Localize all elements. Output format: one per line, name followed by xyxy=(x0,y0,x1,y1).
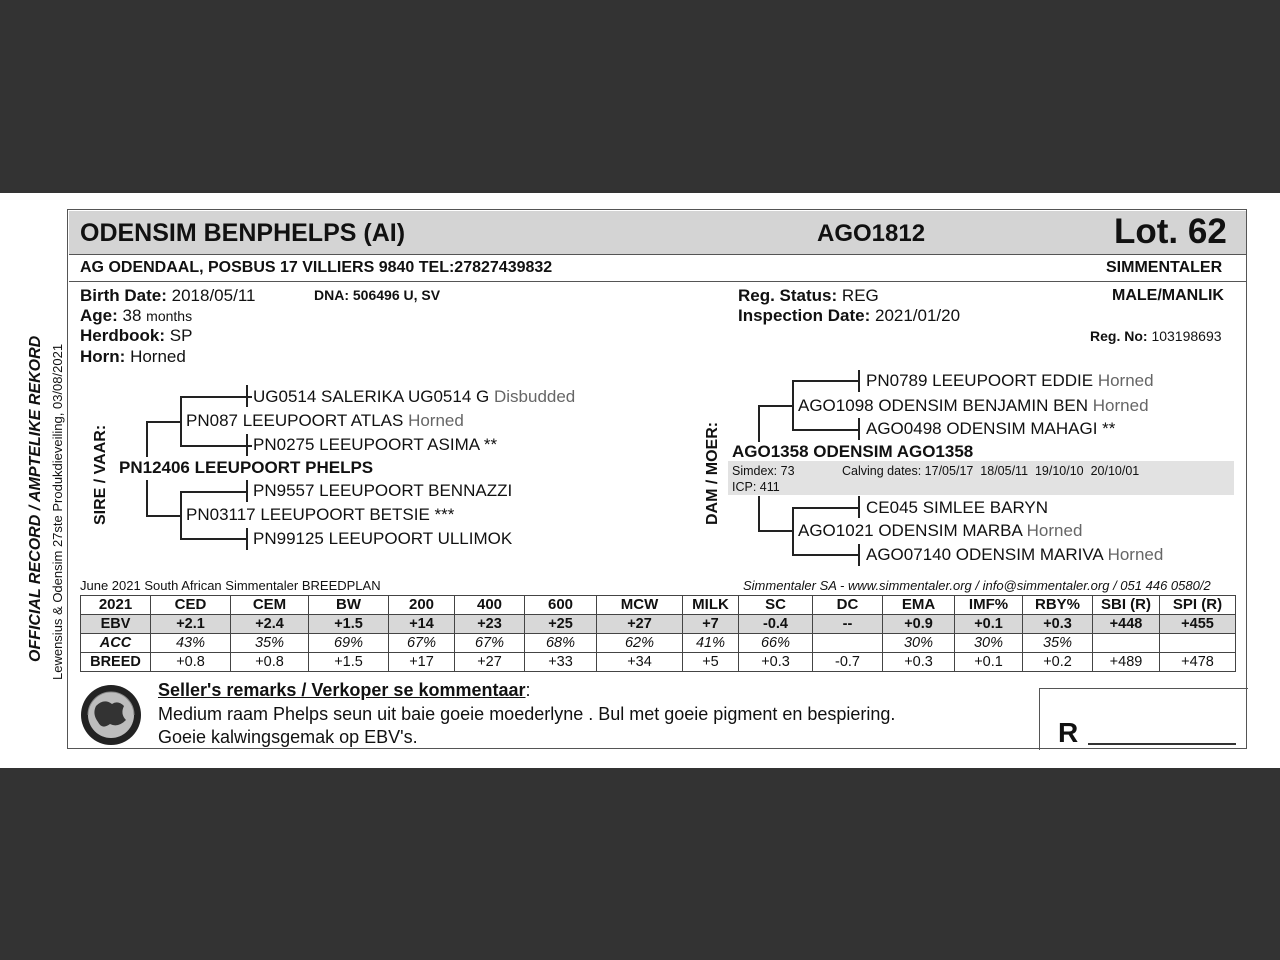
table-cell: +0.1 xyxy=(955,653,1023,672)
table-cell: RBY% xyxy=(1023,596,1093,615)
inspection-date: Inspection Date: 2021/01/20 xyxy=(738,306,961,325)
table-cell: DC xyxy=(813,596,883,615)
birth-date: Birth Date: 2018/05/11 xyxy=(80,286,256,305)
dam-name: AGO1358 ODENSIM AGO1358 xyxy=(732,442,974,461)
table-cell: +2.4 xyxy=(231,615,309,634)
pedigree-line xyxy=(246,480,248,502)
pedigree-line xyxy=(792,429,858,431)
dam-sire-dam: AGO0498 ODENSIM MAHAGI ** xyxy=(866,419,1116,438)
table-cell: 400 xyxy=(455,596,525,615)
dam-dam-dam: AGO07140 ODENSIM MARIVA Horned xyxy=(866,545,1164,564)
table-cell xyxy=(813,634,883,653)
pedigree-line xyxy=(792,380,858,382)
table-cell: +0.1 xyxy=(955,615,1023,634)
pedigree-line xyxy=(792,507,858,509)
calving-dates: Calving dates: 17/05/17 18/05/11 19/10/10 20/10/01 xyxy=(842,464,1140,478)
simmentaler-logo-icon xyxy=(80,684,142,746)
pedigree-line xyxy=(146,421,180,423)
dam-dam-sire: CE045 SIMLEE BARYN xyxy=(866,498,1049,517)
table-cell: -0.4 xyxy=(739,615,813,634)
table-cell: +14 xyxy=(389,615,455,634)
animal-name: ODENSIM BENPHELPS (AI) xyxy=(80,219,406,247)
table-row-label: EBV xyxy=(81,615,151,634)
contact-caption: Simmentaler SA - www.simmentaler.org / info@simmentaler.org / 051 446 0580/2 xyxy=(743,578,1211,593)
table-cell: 35% xyxy=(231,634,309,653)
sex: MALE/MANLIK xyxy=(1112,287,1224,304)
simdex: Simdex: 73 xyxy=(732,464,795,478)
table-cell: 30% xyxy=(955,634,1023,653)
sire-sire: PN087 LEEUPOORT ATLAS Horned xyxy=(186,411,464,430)
pedigree-line xyxy=(146,480,148,516)
sire-label: SIRE / VAAR: xyxy=(92,424,109,525)
table-cell: +0.2 xyxy=(1023,653,1093,672)
table-row-label: ACC xyxy=(81,634,151,653)
herdbook: Herdbook: SP xyxy=(80,326,193,345)
table-cell: +34 xyxy=(597,653,683,672)
sire-name: PN12406 LEEUPOORT PHELPS xyxy=(119,458,374,477)
table-cell: +7 xyxy=(683,615,739,634)
table-cell: +27 xyxy=(597,615,683,634)
breedplan-caption: June 2021 South African Simmentaler BREEDPLAN xyxy=(80,578,381,593)
table-cell: 43% xyxy=(151,634,231,653)
pedigree-line xyxy=(858,544,860,566)
remarks-title: Seller's remarks / Verkoper se kommentaar: xyxy=(158,680,531,700)
reg-status: Reg. Status: REG xyxy=(738,286,879,305)
pedigree-line xyxy=(858,418,860,440)
table-cell: +0.3 xyxy=(739,653,813,672)
sire-sire-dam: PN0275 LEEUPOORT ASIMA ** xyxy=(253,435,498,454)
pedigree-line xyxy=(246,528,248,550)
table-cell: SPI (R) xyxy=(1160,596,1236,615)
table-cell: +33 xyxy=(525,653,597,672)
price-input-line[interactable] xyxy=(1088,743,1236,745)
table-cell: IMF% xyxy=(955,596,1023,615)
pedigree-line xyxy=(758,405,792,407)
table-cell: +27 xyxy=(455,653,525,672)
table-row-label: BREED xyxy=(81,653,151,672)
dam-sire: AGO1098 ODENSIM BENJAMIN BEN Horned xyxy=(798,396,1149,415)
ebv-values-row xyxy=(81,615,1236,634)
pedigree-line xyxy=(146,515,180,517)
table-row-label: 2021 xyxy=(81,596,151,615)
ebv-table xyxy=(80,595,1236,672)
sire-dam-dam: PN99125 LEEUPOORT ULLIMOK xyxy=(253,529,513,548)
pedigree-line xyxy=(180,491,246,493)
table-cell: +0.3 xyxy=(883,653,955,672)
pedigree-line xyxy=(792,507,794,555)
age: Age: 38 months xyxy=(80,306,193,325)
owner-details: AG ODENDAAL, POSBUS 17 VILLIERS 9840 TEL:27827439832 xyxy=(80,259,553,276)
table-cell: 67% xyxy=(389,634,455,653)
pedigree-line xyxy=(246,445,252,447)
sire-sire-sire: UG0514 SALERIKA UG0514 G Disbudded xyxy=(253,387,576,406)
pedigree-line xyxy=(180,538,246,540)
table-cell: 41% xyxy=(683,634,739,653)
dam-label: DAM / MOER: xyxy=(704,421,721,525)
table-cell: 600 xyxy=(525,596,597,615)
table-cell: +17 xyxy=(389,653,455,672)
pedigree-line xyxy=(180,396,182,445)
table-cell: +489 xyxy=(1093,653,1160,672)
remarks-line-2: Goeie kalwingsgemak op EBV's. xyxy=(158,727,418,747)
price-currency-label: R xyxy=(1058,717,1079,748)
table-cell: 62% xyxy=(597,634,683,653)
table-cell: +1.5 xyxy=(309,615,389,634)
table-cell: +0.8 xyxy=(231,653,309,672)
reg-number: Reg. No: 103198693 xyxy=(1090,328,1222,344)
lot-number: Lot. 62 xyxy=(1114,212,1227,251)
remarks-line-1: Medium raam Phelps seun uit baie goeie moederlyne . Bul met goeie pigment en bespiering. xyxy=(158,704,896,724)
table-cell: -0.7 xyxy=(813,653,883,672)
pedigree-line xyxy=(180,491,182,539)
table-cell: +2.1 xyxy=(151,615,231,634)
table-cell: +25 xyxy=(525,615,597,634)
breed-name: SIMMENTALER xyxy=(1106,259,1223,276)
pedigree-line xyxy=(180,396,246,398)
table-cell: 69% xyxy=(309,634,389,653)
table-cell: CEM xyxy=(231,596,309,615)
pedigree-line xyxy=(146,421,148,457)
icp: ICP: 411 xyxy=(732,480,780,494)
table-cell: +478 xyxy=(1160,653,1236,672)
table-cell: 200 xyxy=(389,596,455,615)
table-cell xyxy=(1093,634,1160,653)
table-cell: +0.3 xyxy=(1023,615,1093,634)
table-cell: MCW xyxy=(597,596,683,615)
table-cell: +0.8 xyxy=(151,653,231,672)
dna-info: DNA: 506496 U, SV xyxy=(314,287,441,303)
table-cell: +1.5 xyxy=(309,653,389,672)
pedigree-line xyxy=(758,530,792,532)
pedigree-line xyxy=(792,554,858,556)
ebv-accuracy-row xyxy=(81,634,1236,653)
dam-dam: AGO1021 ODENSIM MARBA Horned xyxy=(798,521,1083,540)
table-cell: 68% xyxy=(525,634,597,653)
pedigree-line xyxy=(180,445,246,447)
table-cell: 30% xyxy=(883,634,955,653)
pedigree-line xyxy=(858,496,860,518)
table-cell: MILK xyxy=(683,596,739,615)
table-cell: +0.9 xyxy=(883,615,955,634)
pedigree-line xyxy=(792,380,794,429)
table-cell: CED xyxy=(151,596,231,615)
sire-dam-sire: PN9557 LEEUPOORT BENNAZZI xyxy=(253,481,513,500)
table-cell: 67% xyxy=(455,634,525,653)
table-cell: SC xyxy=(739,596,813,615)
table-cell: +23 xyxy=(455,615,525,634)
horn-status: Horn: Horned xyxy=(80,347,186,366)
table-cell: 66% xyxy=(739,634,813,653)
table-cell: BW xyxy=(309,596,389,615)
auction-label: Lewensius & Odensim 27ste Produkdieveiling, 03/08/2021 xyxy=(50,343,65,680)
ebv-header-row xyxy=(81,596,1236,615)
table-cell: +5 xyxy=(683,653,739,672)
pedigree-line xyxy=(758,496,760,531)
pedigree-line xyxy=(858,370,860,392)
table-cell: -- xyxy=(813,615,883,634)
table-cell: EMA xyxy=(883,596,955,615)
table-cell: +448 xyxy=(1093,615,1160,634)
table-cell xyxy=(1160,634,1236,653)
pedigree-line xyxy=(758,405,760,442)
sire-dam: PN03117 LEEUPOORT BETSIE *** xyxy=(186,505,455,524)
animal-reg-id: AGO1812 xyxy=(817,220,926,247)
breed-average-row xyxy=(81,653,1236,672)
table-cell: SBI (R) xyxy=(1093,596,1160,615)
dam-sire-sire: PN0789 LEEUPOORT EDDIE Horned xyxy=(866,371,1154,390)
table-cell: +455 xyxy=(1160,615,1236,634)
pedigree-line xyxy=(246,396,252,398)
table-cell: 35% xyxy=(1023,634,1093,653)
official-record-label: OFFICIAL RECORD / AMPTELIKE REKORD xyxy=(27,335,44,662)
